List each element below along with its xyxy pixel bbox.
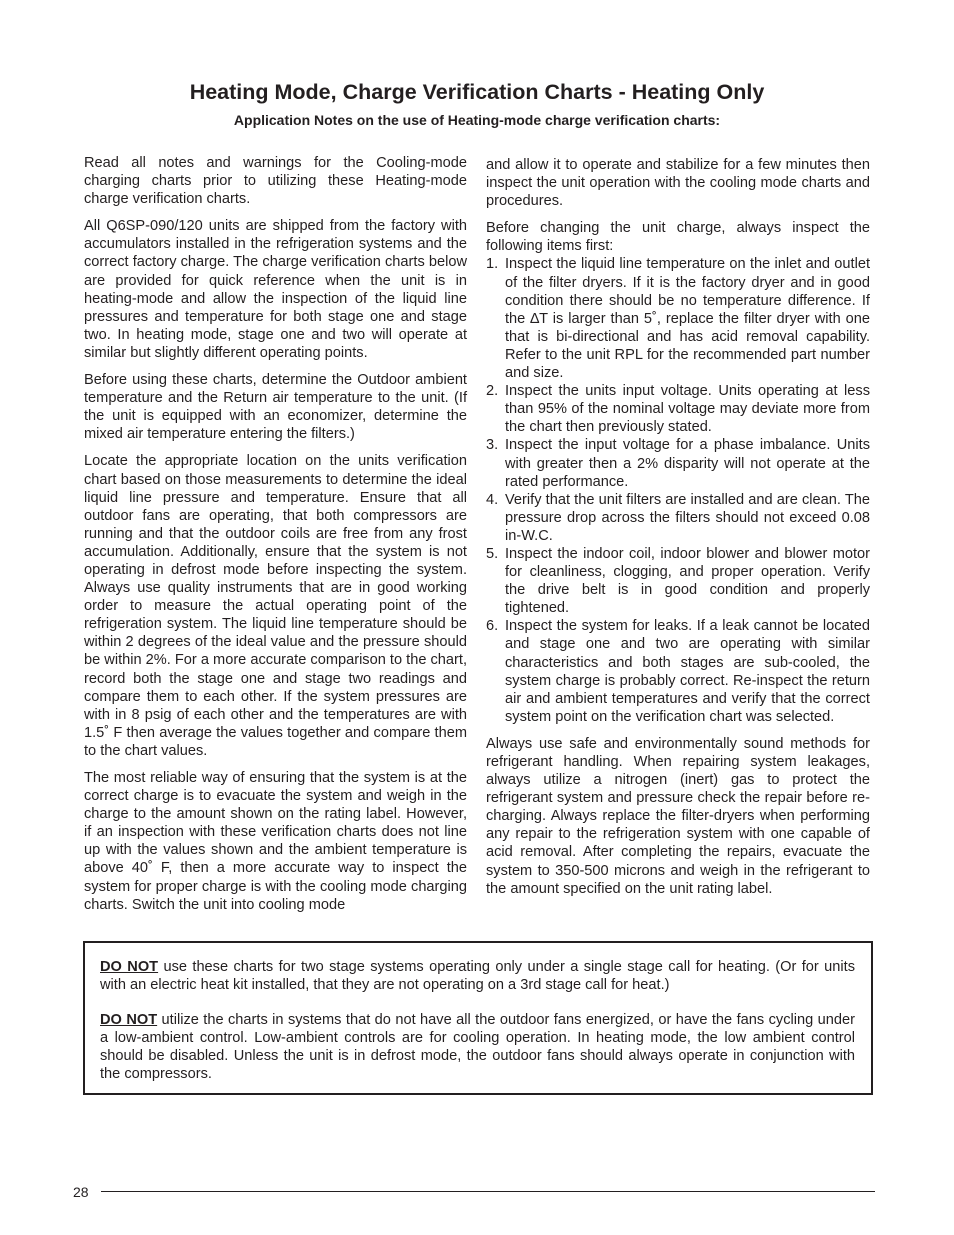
warning-notice-box <box>83 941 873 1095</box>
list-item <box>486 436 870 490</box>
list-number: 6. <box>486 618 499 635</box>
notice-text: utilize the charts in systems that do not have all the outdoor fans energized, or have the fans cycling under a low-ambient control. Low-ambient controls are for cooling operation. In heating mode, the low ambient control should be disabled. Unless the unit is in defrost mode, the outdoor fans should always operate in conjunction with the compressors. <box>100 1012 855 1083</box>
list-item <box>486 545 870 617</box>
list-item <box>486 491 870 545</box>
inspection-list <box>486 255 870 725</box>
list-item-text: Inspect the units input voltage. Units operating at less than 95% of the nominal voltage may deviate more from the chart then previously stated. <box>505 383 870 436</box>
inspection-intro: Before changing the unit charge, always inspect the following items first: <box>486 220 870 255</box>
paragraph: Locate the appropriate location on the units verification chart based on those measurements to determine the ideal liquid line pressure and temperature. Ensure that all outdoor fans are operating, that both compressors are running and that the outdoor coils are free from any frost accumulation. Additionally, ensure that the system is not operating in defrost mode before inspecting the system. Always use quality instruments that are in good working order to measure the actual operating point of the refrigeration system. The liquid line temperature should be within 2 degrees of the ideal value and the pressure should be within 2%. For a more accurate comparison to the chart, record both the stage one and stage two readings and compare them to each other. If the system pressures are with in 8 psig of each other and the temperatures are with 1.5˚ F then average the values together and compare them to the chart values. <box>84 453 467 759</box>
list-item <box>486 255 870 382</box>
paragraph: The most reliable way of ensuring that the system is at the correct charge is to evacuate the system and weigh in the charge to the amount shown on the rating label. However, if an inspection with these verification charts does not line up with the values shown and the ambient temperature is above 40˚ F, then a more accurate way to inspect the system for proper charge is with the cooling mode charging charts. Switch the unit into cooling mode <box>84 770 467 913</box>
paragraph: Before using these charts, determine the Outdoor ambient temperature and the Return air temperature to the unit. (If the unit is equipped with an economizer, determine the mixed air temperature entering the filters.) <box>84 372 467 443</box>
do-not-label: DO NOT <box>100 1012 158 1028</box>
paragraph: Read all notes and warnings for the Cooling-mode charging charts prior to utilizing these Heating-mode charge verification charts. <box>84 155 467 208</box>
list-item <box>486 617 870 726</box>
list-number: 3. <box>486 437 499 454</box>
list-item-text: Inspect the input voltage for a phase imbalance. Units with greater then a 2% disparity will not operate at the rated performance. <box>505 437 870 490</box>
list-number: 2. <box>486 383 499 400</box>
list-item <box>486 382 870 436</box>
list-number: 4. <box>486 491 499 508</box>
list-number: 5. <box>486 545 499 562</box>
paragraph: Always use safe and environmentally sound methods for refrigerant handling. When repairing system leakages, always utilize a nitrogen (inert) gas to protect the refrigerant system and pressure check the repair before re-charging. Always replace the filter-dryers when performing any repair to the refrigeration system with one capable of acid removal. After completing the repairs, evacuate the system to 350-500 microns and weigh in the refrigerant to the amount specified on the unit rating label. <box>486 735 870 897</box>
list-item-text: Verify that the unit filters are installed and are clean. The pressure drop across the filters should not exceed 0.08 in-W.C. <box>505 491 870 544</box>
list-item-text: Inspect the indoor coil, indoor blower and blower motor for cleanliness, clogging, and proper operation. Verify the drive belt is in good condition and properly tightened. <box>505 545 870 617</box>
right-column <box>486 156 870 907</box>
page-subtitle: Application Notes on the use of Heating-mode charge verification charts: <box>233 112 721 128</box>
list-item-text: Inspect the system for leaks. If a leak cannot be located and stage one and two are operating with similar characteristics and both stages are sub-cooled, the system charge is probably correct. Re-inspect the return air and ambient temperatures and verify that the correct system point on the verification chart was selected. <box>505 618 870 725</box>
list-number: 1. <box>486 256 499 273</box>
paragraph: All Q6SP-090/120 units are shipped from the factory with accumulators installed in the refrigeration systems and the correct factory charge. The charge verification charts below are provided for quick reference when the unit is in heating-mode and allow the inspection of the liquid line pressures and temperature for both stage one and stage two. In heating mode, stage one and two will operate at similar but slightly different operating points. <box>84 218 467 361</box>
list-item-text: Inspect the liquid line temperature on the inlet and outlet of the filter dryers. If it is the factory dryer and in good condition there should be no temperature difference. If the ∆T is larger than 5˚, replace the filter dryer with one that is bi-directional and has acid removal capability. Refer to the unit RPL for the recommended part number and size. <box>505 256 870 382</box>
notice-item <box>100 1011 855 1083</box>
page-title: Heating Mode, Charge Verification Charts - Heating Only <box>189 80 765 104</box>
paragraph-continuation: and allow it to operate and stabilize for a few minutes then inspect the unit operation with the cooling mode charts and procedures. <box>486 157 870 210</box>
notice-text: use these charts for two stage systems operating only under a single stage call for heating. (Or for units with an electric heat kit installed, that they are not operating on a 3rd stage call for heat.) <box>100 959 855 994</box>
left-column <box>84 154 467 923</box>
notice-item <box>100 958 855 994</box>
do-not-label: DO NOT <box>100 959 159 975</box>
footer-rule <box>101 1191 875 1192</box>
page-number: 28 <box>73 1184 89 1200</box>
